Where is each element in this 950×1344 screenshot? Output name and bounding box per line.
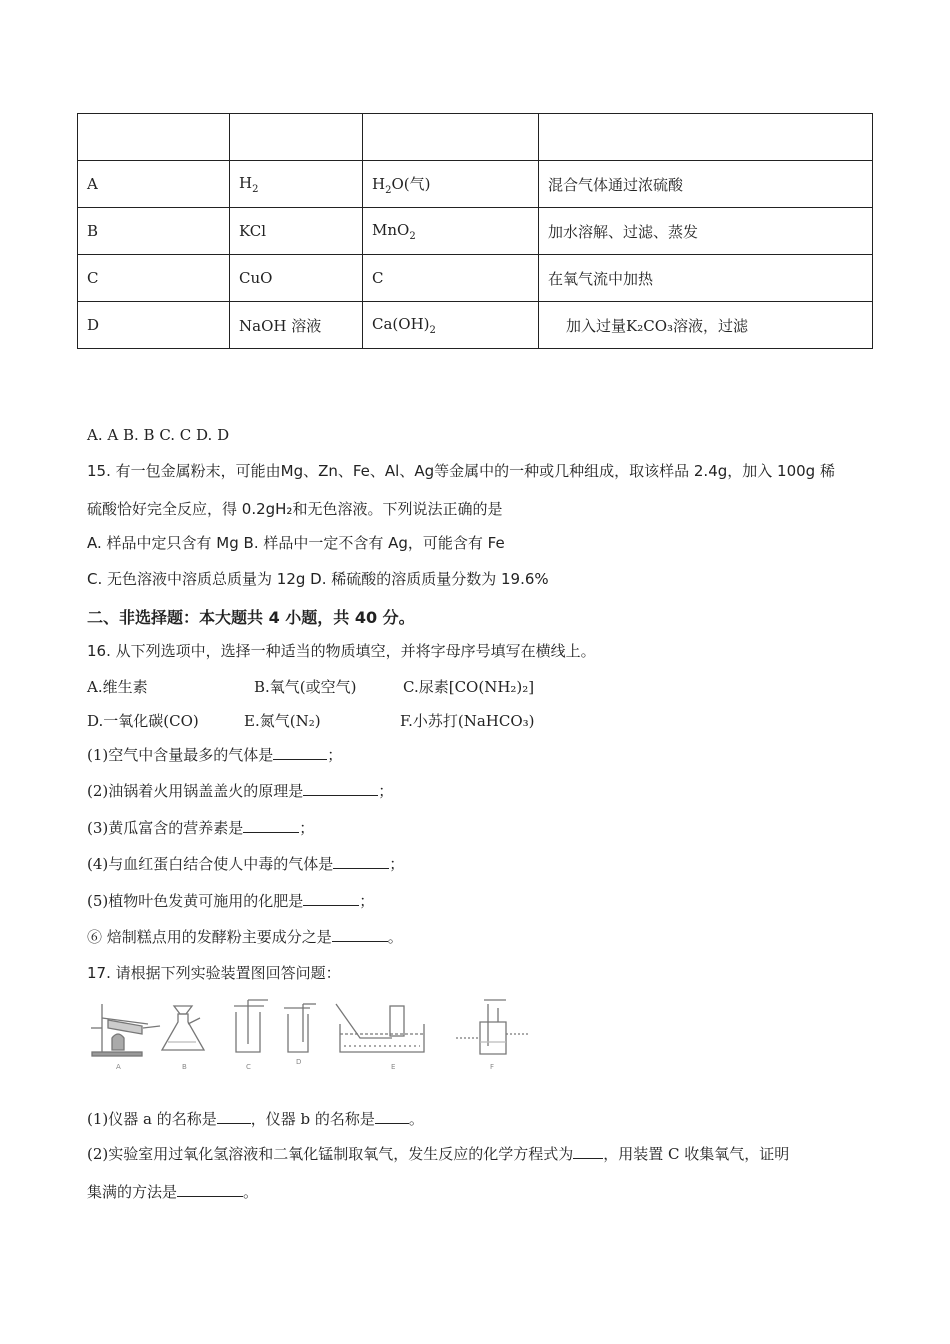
section-heading: 二、非选择题：本大题共 4 小题，共 40 分。	[87, 608, 415, 627]
table-row	[78, 161, 873, 208]
punctuation: ；	[378, 782, 394, 800]
subscript: 2	[409, 230, 416, 242]
apparatus-label: A	[116, 1063, 121, 1071]
option-cell: D	[78, 302, 230, 349]
impurity-text: MnO	[372, 220, 410, 239]
table-header-cell	[539, 114, 873, 161]
table-row	[78, 302, 873, 349]
q16-sub4	[87, 853, 404, 874]
table-header-cell	[230, 114, 363, 161]
sub-question-text: ⑥ 焙制糕点用的发酵粉主要成分之是	[87, 928, 332, 946]
sub-question-text: ，仪器 b 的名称是	[250, 1110, 375, 1128]
q16-sub6	[87, 926, 403, 947]
answer-blank[interactable]	[573, 1157, 603, 1159]
subscript: 2	[429, 324, 436, 336]
q16-option-c: C.尿素[CO(NH₂)₂]	[403, 678, 535, 696]
answer-blank[interactable]	[217, 1122, 251, 1124]
sub-question-text: (2)实验室用过氧化氢溶液和二氧化锰制取氧气，发生反应的化学方程式为	[87, 1145, 574, 1163]
method-cell	[539, 302, 873, 349]
q15-stem-line1: 15. 有一包金属粉末，可能由Mg、Zn、Fe、Al、Ag等金属中的一种或几种组成，取该样品 2.4g，加入 100g 稀	[87, 462, 835, 480]
lab-apparatus-figure	[88, 998, 538, 1073]
q16-option-f: F.小苏打(NaHCO₃)	[400, 712, 535, 730]
substance-cell: NaOH 溶液	[230, 302, 363, 349]
apparatus-b	[162, 1006, 204, 1050]
impurity-text: H	[372, 174, 386, 193]
answer-blank[interactable]	[273, 758, 327, 760]
table-row	[78, 208, 873, 255]
apparatus-label: C	[246, 1063, 251, 1071]
method-cell: 在氧气流中加热	[539, 255, 873, 302]
impurity-cell	[363, 302, 539, 349]
substance-text: KCl	[239, 222, 267, 240]
sub-question-text: (1)空气中含量最多的气体是	[87, 746, 274, 764]
q15-options-cd: C. 无色溶液中溶质总质量为 12g D. 稀硫酸的溶质质量分数为 19.6%	[87, 570, 549, 588]
apparatus-c	[234, 1000, 268, 1052]
answer-blank[interactable]	[333, 867, 389, 869]
substance-cell	[230, 208, 363, 255]
substance-cell: CuO	[230, 255, 363, 302]
answer-blank[interactable]	[303, 794, 378, 796]
table-header-cell	[78, 114, 230, 161]
impurity-cell	[363, 161, 539, 208]
apparatus-f	[456, 1000, 530, 1054]
q16-sub2	[87, 780, 393, 801]
q15-stem-line2: 硫酸恰好完全反应，得 0.2gH₂和无色溶液。下列说法正确的是	[87, 500, 503, 518]
punctuation: ；	[327, 746, 343, 764]
impurity-cell	[363, 208, 539, 255]
apparatus-label: E	[391, 1063, 396, 1071]
q14-choices: A. A B. B C. C D. D	[87, 426, 230, 444]
impurity-suffix: O(气)	[391, 174, 431, 193]
q16-sub3	[87, 817, 314, 838]
method-text: 加入过量K₂CO₃溶液，过滤	[566, 316, 749, 335]
subscript: 2	[385, 184, 392, 196]
q16-option-b: B.氧气(或空气)	[254, 678, 357, 696]
answer-blank[interactable]	[303, 904, 359, 906]
sub-question-text: 集满的方法是	[87, 1183, 178, 1201]
punctuation: ；	[389, 855, 405, 873]
q16-option-e: E.氮气(N₂)	[244, 712, 321, 730]
subscript: 2	[252, 183, 259, 195]
table-header-cell	[363, 114, 539, 161]
reagent-table	[77, 113, 873, 349]
punctuation: ；	[299, 819, 315, 837]
q17-sub2-line2	[87, 1181, 258, 1202]
answer-blank[interactable]	[332, 940, 388, 942]
answer-blank[interactable]	[243, 831, 299, 833]
table-row	[78, 255, 873, 302]
punctuation: ；	[359, 892, 375, 910]
sub-question-text: (4)与血红蛋白结合使人中毒的气体是	[87, 855, 334, 873]
q16-sub1	[87, 744, 342, 765]
method-cell: 混合气体通过浓硫酸	[539, 161, 873, 208]
method-cell: 加水溶解、过滤、蒸发	[539, 208, 873, 255]
option-cell: A	[78, 161, 230, 208]
impurity-text: Ca(OH)	[372, 314, 430, 333]
option-cell: B	[78, 208, 230, 255]
q16-option-d: D.一氧化碳(CO)	[87, 712, 199, 730]
substance-text: H	[239, 173, 253, 192]
q17-sub2-line1	[87, 1143, 789, 1164]
substance-cell	[230, 161, 363, 208]
sub-question-text: (5)植物叶色发黄可施用的化肥是	[87, 892, 304, 910]
punctuation: 。	[408, 1110, 424, 1128]
answer-blank[interactable]	[375, 1122, 409, 1124]
punctuation: 。	[387, 928, 403, 946]
q16-stem: 16. 从下列选项中，选择一种适当的物质填空，并将字母序号填写在横线上。	[87, 642, 596, 660]
answer-blank[interactable]	[177, 1195, 243, 1197]
apparatus-label: D	[296, 1058, 302, 1066]
sub-question-text: ，用装置 C 收集氧气，证明	[603, 1145, 790, 1163]
apparatus-a	[91, 1004, 160, 1056]
sub-question-text: (3)黄瓜富含的营养素是	[87, 819, 244, 837]
apparatus-d	[284, 1004, 316, 1052]
punctuation: 。	[243, 1183, 259, 1201]
q17-stem: 17. 请根据下列实验装置图回答问题：	[87, 964, 341, 982]
q16-sub5	[87, 890, 374, 911]
apparatus-drawing	[88, 998, 538, 1073]
apparatus-e	[336, 1004, 424, 1052]
apparatus-label: F	[490, 1063, 495, 1071]
option-cell: C	[78, 255, 230, 302]
sub-question-text: (1)仪器 a 的名称是	[87, 1110, 217, 1128]
table-header-row	[78, 114, 873, 161]
q17-sub1	[87, 1108, 424, 1129]
sub-question-text: (2)油锅着火用锅盖盖火的原理是	[87, 782, 304, 800]
impurity-cell: C	[363, 255, 539, 302]
q15-options-ab: A. 样品中定只含有 Mg B. 样品中一定不含有 Ag，可能含有 Fe	[87, 534, 505, 552]
q16-option-a: A.维生素	[87, 678, 148, 696]
apparatus-label: B	[182, 1063, 187, 1071]
